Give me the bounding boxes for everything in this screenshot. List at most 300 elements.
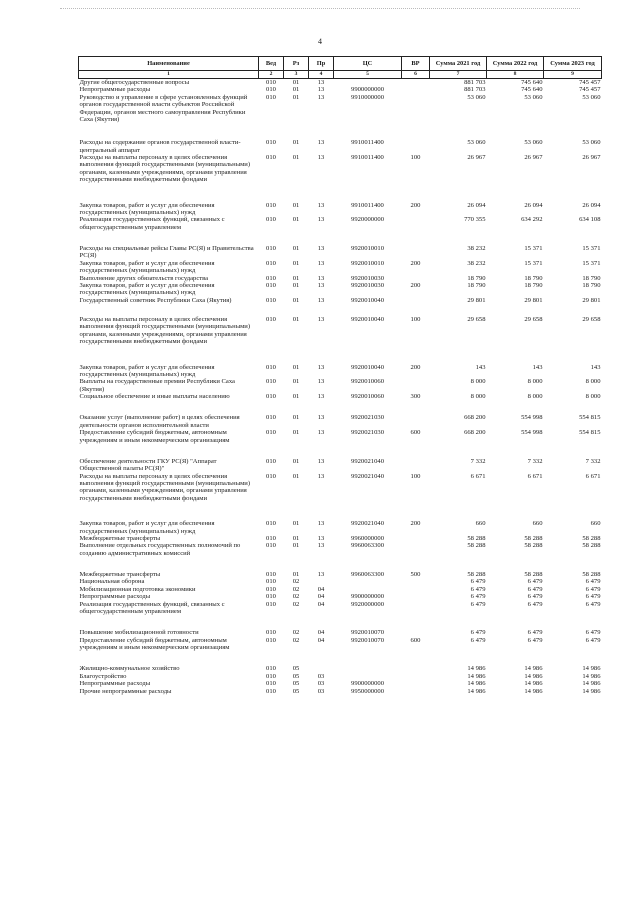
cell-sum-2023: 8 000 [585,378,601,386]
cell-sum-2023: 745 457 [579,79,601,86]
cell-sum-2022: 29 658 [524,316,543,323]
table-row [79,673,602,680]
cell-pr: 13 [317,86,325,94]
cell-ved: 010 [266,274,276,282]
cell-cs: 9910011400 [351,139,384,147]
cell-cs [334,586,402,593]
cell-sum-2023: 6 479 [585,629,601,637]
cell-sum-2022: 745 640 [521,86,543,94]
cell-cs: 9920010060 [351,393,384,400]
cell-cs [334,79,402,87]
cell-vr [402,680,430,687]
cell-sum-2021: 668 200 [464,429,486,437]
cell-cs: 9920010030 [351,281,384,289]
table-row [79,202,602,217]
cell-vr [402,216,430,231]
column-index: 8 [487,71,544,79]
spacer-cell [79,557,602,571]
cell-pr: 13 [317,139,325,147]
cell-sum-2023: 58 288 [582,534,601,542]
cell-pr: 13 [317,296,325,304]
cell-cs: 9920010030 [351,274,384,282]
cell-sum-2022: 6 479 [527,600,543,608]
cell-pr: 13 [317,363,325,371]
cell-sum-2022: 53 060 [524,139,543,147]
cell-pr [309,665,334,672]
cell-name: Мобилизационная подготовка экономики [79,585,196,593]
cell-cs: 9920000000 [351,216,384,224]
cell-pr: 03 [317,672,325,680]
cell-ved: 010 [266,79,276,86]
cell-cs: 9900000000 [351,86,384,94]
cell-cs: 9920021030 [351,429,384,437]
column-index: 5 [334,71,402,79]
cell-sum-2022: 6 671 [527,472,543,480]
cell-ved: 010 [266,201,276,209]
column-index: 4 [309,71,334,79]
cell-sum-2022: 14 986 [524,665,543,673]
table-row [79,275,602,282]
cell-pr: 03 [317,680,325,688]
table-row [79,593,602,600]
cell-rz: 02 [292,629,300,637]
cell-vr [402,378,430,393]
cell-cs: 9900000000 [351,593,384,601]
cell-cs: 9920010040 [351,296,384,304]
cell-pr: 13 [317,245,325,252]
cell-vr: 200 [410,281,421,289]
cell-sum-2023: 554 815 [579,414,601,422]
cell-ved: 010 [266,393,276,400]
cell-pr: 13 [317,274,325,282]
cell-vr [402,297,430,304]
cell-cs: 9900000000 [351,680,384,688]
cell-vr [402,79,430,87]
cell-sum-2022: 58 288 [524,534,543,542]
row-spacer [79,651,602,665]
cell-cs: 9920010010 [351,245,384,252]
cell-pr: 04 [317,585,325,593]
cell-vr [402,542,430,557]
cell-pr: 13 [317,281,325,289]
cell-sum-2023: 18 790 [582,274,601,282]
cell-ved: 010 [266,245,276,252]
cell-name: Непрограммные расходы [79,680,151,688]
cell-sum-2023: 15 371 [582,259,601,267]
header-name: Наименование [79,57,259,71]
cell-ved: 010 [266,414,276,422]
cell-name: Расходы на содержание органов государственной власти- центральный аппарат [79,139,241,154]
cell-rz: 01 [292,472,300,480]
cell-sum-2022: 634 292 [521,216,543,224]
cell-sum-2021: 6 479 [470,578,486,586]
cell-ved: 010 [266,296,276,304]
cell-rz: 01 [292,316,300,323]
cell-ved: 010 [266,542,276,550]
cell-vr: 600 [410,429,421,437]
cell-sum-2023: 26 967 [582,154,601,161]
cell-ved: 010 [266,378,276,386]
cell-sum-2023: 29 801 [582,296,601,304]
cell-name: Расходы на выплаты персоналу в целях обеспечения выполнения функций государственными (муниципальными) органами, казенными учреждениями, органами управления государственными внебюджетными фондами [79,472,251,502]
cell-sum-2021: 53 060 [467,93,486,101]
cell-ved: 010 [266,578,276,586]
cell-sum-2022: 58 288 [524,571,543,578]
cell-sum-2022: 15 371 [524,245,543,252]
spacer-cell [79,444,602,458]
cell-rz: 01 [292,534,300,542]
cell-sum-2023: 745 457 [579,86,601,94]
cell-cs: 9920010010 [351,259,384,267]
cell-cs: 9920010040 [351,363,384,371]
cell-rz: 01 [292,274,300,282]
cell-vr: 600 [410,636,421,644]
cell-sum-2021: 58 288 [467,534,486,542]
table-row [79,637,602,652]
table-row [79,665,602,672]
table-row [79,586,602,593]
row-spacer [79,123,602,139]
cell-ved: 010 [266,93,276,101]
cell-sum-2023: 53 060 [582,139,601,147]
cell-pr: 13 [317,472,325,480]
cell-rz: 05 [292,687,300,695]
cell-name: Межбюджетные трансферты [79,571,161,578]
cell-sum-2021: 18 790 [467,274,486,282]
cell-vr [402,245,430,260]
cell-ved: 010 [266,316,276,323]
cell-name: Жилищно-коммунальное хозяйство [79,665,180,673]
row-spacer [79,400,602,414]
cell-name: Непрограммные расходы [79,593,151,601]
spacer-cell [79,400,602,414]
column-index: 7 [430,71,487,79]
cell-name: Руководство и управление в сфере установленных функций органов государственной власти субъектов Российской Федерации, органов местного самоуправления Республики Саха (Якутия) [79,93,248,123]
cell-sum-2022: 6 479 [527,636,543,644]
cell-vr: 100 [410,154,421,161]
cell-name: Расходы на выплаты персоналу в целях обеспечения выполнения функций государственными (муниципальными) органами, казенными учреждениями, органами управления государственными внебюджетными фондами [79,316,251,346]
cell-cs: 9920000000 [351,600,384,608]
cell-pr: 13 [317,316,325,323]
cell-sum-2022: 7 332 [527,457,543,465]
table-row [79,414,602,429]
cell-vr [402,688,430,695]
table-row [79,535,602,542]
cell-pr: 13 [317,429,325,437]
cell-rz: 01 [292,457,300,465]
cell-sum-2021: 58 288 [467,571,486,578]
cell-sum-2021: 7 332 [470,457,486,465]
cell-pr: 13 [317,93,325,101]
row-spacer [79,231,602,245]
cell-vr: 200 [410,259,421,267]
cell-name: Выплаты на государственные премии Республики Саха (Якутия) [79,378,235,393]
column-index: 2 [259,71,284,79]
row-spacer [79,444,602,458]
table-row [79,578,602,585]
row-spacer [79,557,602,571]
cell-sum-2022: 18 790 [524,281,543,289]
cell-sum-2021: 660 [475,520,486,528]
cell-sum-2022: 26 967 [524,154,543,161]
cell-sum-2022: 554 998 [521,414,543,422]
header-cs: ЦС [334,57,402,71]
cell-cs: 9910011400 [351,201,384,209]
cell-rz: 01 [292,414,300,422]
cell-vr: 200 [410,201,421,209]
cell-sum-2021: 668 200 [464,414,486,422]
cell-vr [402,601,430,616]
cell-vr [402,535,430,542]
cell-name: Повышение мобилизационной готовности [79,629,199,637]
cell-pr: 13 [317,378,325,386]
cell-cs [334,578,402,585]
cell-cs: 9960000000 [351,534,384,542]
cell-ved: 010 [266,593,276,601]
cell-name: Закупка товаров, работ и услуг для обеспечения государственных (муниципальных) нужд [79,520,215,535]
header-pr: Пр [309,57,334,71]
cell-pr [309,578,334,585]
cell-rz: 01 [292,296,300,304]
cell-vr: 100 [410,472,421,480]
cell-vr [402,578,430,585]
cell-name: Реализация государственных функций, связанных с общегосударственным управлением [79,216,225,231]
cell-sum-2021: 14 986 [467,687,486,695]
cell-name: Государственный советник Республики Саха (Якутия) [79,296,232,304]
cell-sum-2021: 6 479 [470,600,486,608]
cell-pr: 04 [317,636,325,644]
cell-rz: 05 [292,672,300,680]
table-row [79,473,602,503]
cell-ved: 010 [266,429,276,437]
cell-sum-2021: 770 355 [464,216,486,224]
cell-rz: 01 [292,154,300,161]
column-index: 1 [79,71,259,79]
cell-sum-2022: 6 479 [527,578,543,586]
cell-pr: 13 [317,216,325,224]
cell-ved: 010 [266,665,276,673]
cell-vr [402,586,430,593]
row-spacer [79,346,602,364]
cell-ved: 010 [266,472,276,480]
cell-sum-2022: 29 801 [524,296,543,304]
cell-name: Закупка товаров, работ и услуг для обеспечения государственных (муниципальных) нужд [79,363,215,378]
cell-vr [402,139,430,154]
cell-sum-2022: 15 371 [524,259,543,267]
spacer-cell [79,615,602,629]
cell-pr: 13 [317,571,325,578]
cell-ved: 010 [266,216,276,224]
cell-sum-2022: 14 986 [524,672,543,680]
cell-vr: 200 [410,363,421,371]
cell-rz: 01 [292,216,300,224]
table-row [79,688,602,695]
cell-rz: 02 [292,593,300,601]
cell-ved: 010 [266,629,276,637]
cell-sum-2021: 14 986 [467,665,486,673]
column-index-row [79,71,602,79]
cell-cs: 9920010060 [351,378,384,386]
cell-cs [334,665,402,672]
header-ved: Вед [259,57,284,71]
cell-sum-2023: 554 815 [579,429,601,437]
table-row [79,429,602,444]
cell-sum-2023: 18 790 [582,281,601,289]
cell-sum-2022: 14 986 [524,687,543,695]
cell-sum-2023: 8 000 [585,393,601,400]
cell-sum-2023: 6 479 [585,636,601,644]
cell-pr: 13 [317,542,325,550]
cell-cs: 9920021040 [351,472,384,480]
cell-pr: 13 [317,414,325,422]
cell-sum-2022: 6 479 [527,593,543,601]
cell-ved: 010 [266,154,276,161]
cell-pr: 03 [317,687,325,695]
row-spacer [79,615,602,629]
cell-rz: 01 [292,378,300,386]
cell-cs: 9920021040 [351,520,384,528]
cell-name: Другие общегосударственные вопросы [79,79,190,86]
cell-sum-2023: 660 [590,520,601,528]
cell-name: Межбюджетные трансферты [79,534,161,542]
table-row [79,282,602,297]
cell-rz: 02 [292,636,300,644]
cell-sum-2022: 745 640 [521,79,543,86]
cell-pr: 04 [317,629,325,637]
cell-ved: 010 [266,457,276,465]
column-index: 6 [402,71,430,79]
cell-sum-2023: 7 332 [585,457,601,465]
cell-sum-2021: 14 986 [467,680,486,688]
cell-name: Благоустройство [79,672,127,680]
cell-sum-2023: 6 479 [585,593,601,601]
cell-rz: 01 [292,139,300,147]
spacer-cell [79,346,602,364]
cell-name: Закупка товаров, работ и услуг для обеспечения государственных (муниципальных) нужд [79,281,215,297]
cell-name: Выполнение других обязательств государства [79,274,209,282]
cell-name: Прочие непрограммные расходы [79,687,172,695]
column-index: 9 [544,71,602,79]
cell-name: Закупка товаров, работ и услуг для обеспечения государственных (муниципальных) нужд [79,259,215,275]
cell-ved: 010 [266,636,276,644]
cell-vr: 100 [410,316,421,323]
cell-rz: 01 [292,86,300,94]
spacer-cell [79,651,602,665]
cell-ved: 010 [266,281,276,289]
cell-rz: 01 [292,571,300,578]
cell-vr [402,673,430,680]
cell-name: Социальное обеспечение и иные выплаты населению [79,393,230,400]
row-spacer [79,502,602,520]
cell-cs: 9950000000 [351,687,384,695]
table-row [79,154,602,184]
cell-ved: 010 [266,585,276,593]
cell-sum-2023: 53 060 [582,93,601,101]
cell-ved: 010 [266,363,276,371]
cell-rz: 01 [292,393,300,400]
cell-sum-2022: 14 986 [524,680,543,688]
spacer-cell [79,123,602,139]
cell-sum-2023: 29 658 [582,316,601,323]
table-row [79,297,602,304]
cell-sum-2022: 660 [532,520,543,528]
cell-sum-2023: 26 094 [582,201,601,209]
table-row [79,364,602,379]
table-row [79,216,602,231]
cell-sum-2021: 881 703 [464,86,486,94]
cell-name: Обеспечение деятельности ГКУ РС(Я) "Аппарат Общественной палаты РС(Я)" [79,457,217,473]
cell-pr: 13 [317,393,325,400]
cell-rz: 01 [292,281,300,289]
cell-sum-2022: 6 479 [527,585,543,593]
cell-vr [402,593,430,600]
cell-sum-2021: 8 000 [470,378,486,386]
page-number: 4 [318,37,322,46]
cell-cs: 9910011400 [351,154,384,161]
row-spacer [79,304,602,316]
spacer-cell [79,304,602,316]
cell-sum-2021: 38 232 [467,245,486,252]
cell-sum-2022: 8 000 [527,393,543,400]
cell-cs: 9910000000 [351,93,384,101]
cell-pr: 13 [317,457,325,465]
cell-vr: 500 [410,571,421,578]
header-sum-2023: Сумма 2023 год [544,57,602,71]
table-row [79,629,602,636]
cell-sum-2022: 26 094 [524,201,543,209]
table-header-row [79,57,602,71]
cell-name: Непрограммные расходы [79,86,151,94]
cell-cs: 9960063300 [351,542,384,550]
cell-sum-2023: 58 288 [582,542,601,550]
cell-sum-2022: 8 000 [527,378,543,386]
cell-name: Расходы на специальные рейсы Главы РС(Я) и Правительства РС(Я) [79,245,254,260]
cell-name: Расходы на выплаты персоналу в целях обеспечения выполнения функций государственными (муниципальными) органами, казенными учреждениями, органами управления государственными внебюджетными фондами [79,154,251,184]
cell-cs: 9920010070 [351,636,384,644]
spacer-cell [79,231,602,245]
cell-rz: 01 [292,259,300,267]
table-row [79,260,602,275]
cell-ved: 010 [266,571,276,578]
table-row [79,139,602,154]
cell-ved: 010 [266,534,276,542]
cell-name: Национальная оборона [79,578,145,586]
cell-rz: 01 [292,429,300,437]
cell-rz: 01 [292,93,300,101]
cell-sum-2021: 29 658 [467,316,486,323]
cell-sum-2023: 6 671 [585,472,601,480]
cell-pr: 04 [317,600,325,608]
spacer-cell [79,184,602,202]
table-row [79,94,602,124]
cell-vr [402,629,430,636]
table-row [79,378,602,393]
cell-pr: 13 [317,79,325,86]
cell-sum-2021: 26 967 [467,154,486,161]
cell-sum-2023: 14 986 [582,680,601,688]
cell-sum-2023: 14 986 [582,687,601,695]
cell-sum-2021: 6 671 [470,472,486,480]
cell-sum-2023: 6 479 [585,600,601,608]
cell-pr: 13 [317,201,325,209]
cell-ved: 010 [266,672,276,680]
cell-sum-2023: 14 986 [582,665,601,673]
cell-sum-2023: 58 288 [582,571,601,578]
cell-rz: 01 [292,520,300,528]
cell-rz: 02 [292,600,300,608]
cell-sum-2021: 6 479 [470,585,486,593]
cell-sum-2021: 53 060 [467,139,486,147]
